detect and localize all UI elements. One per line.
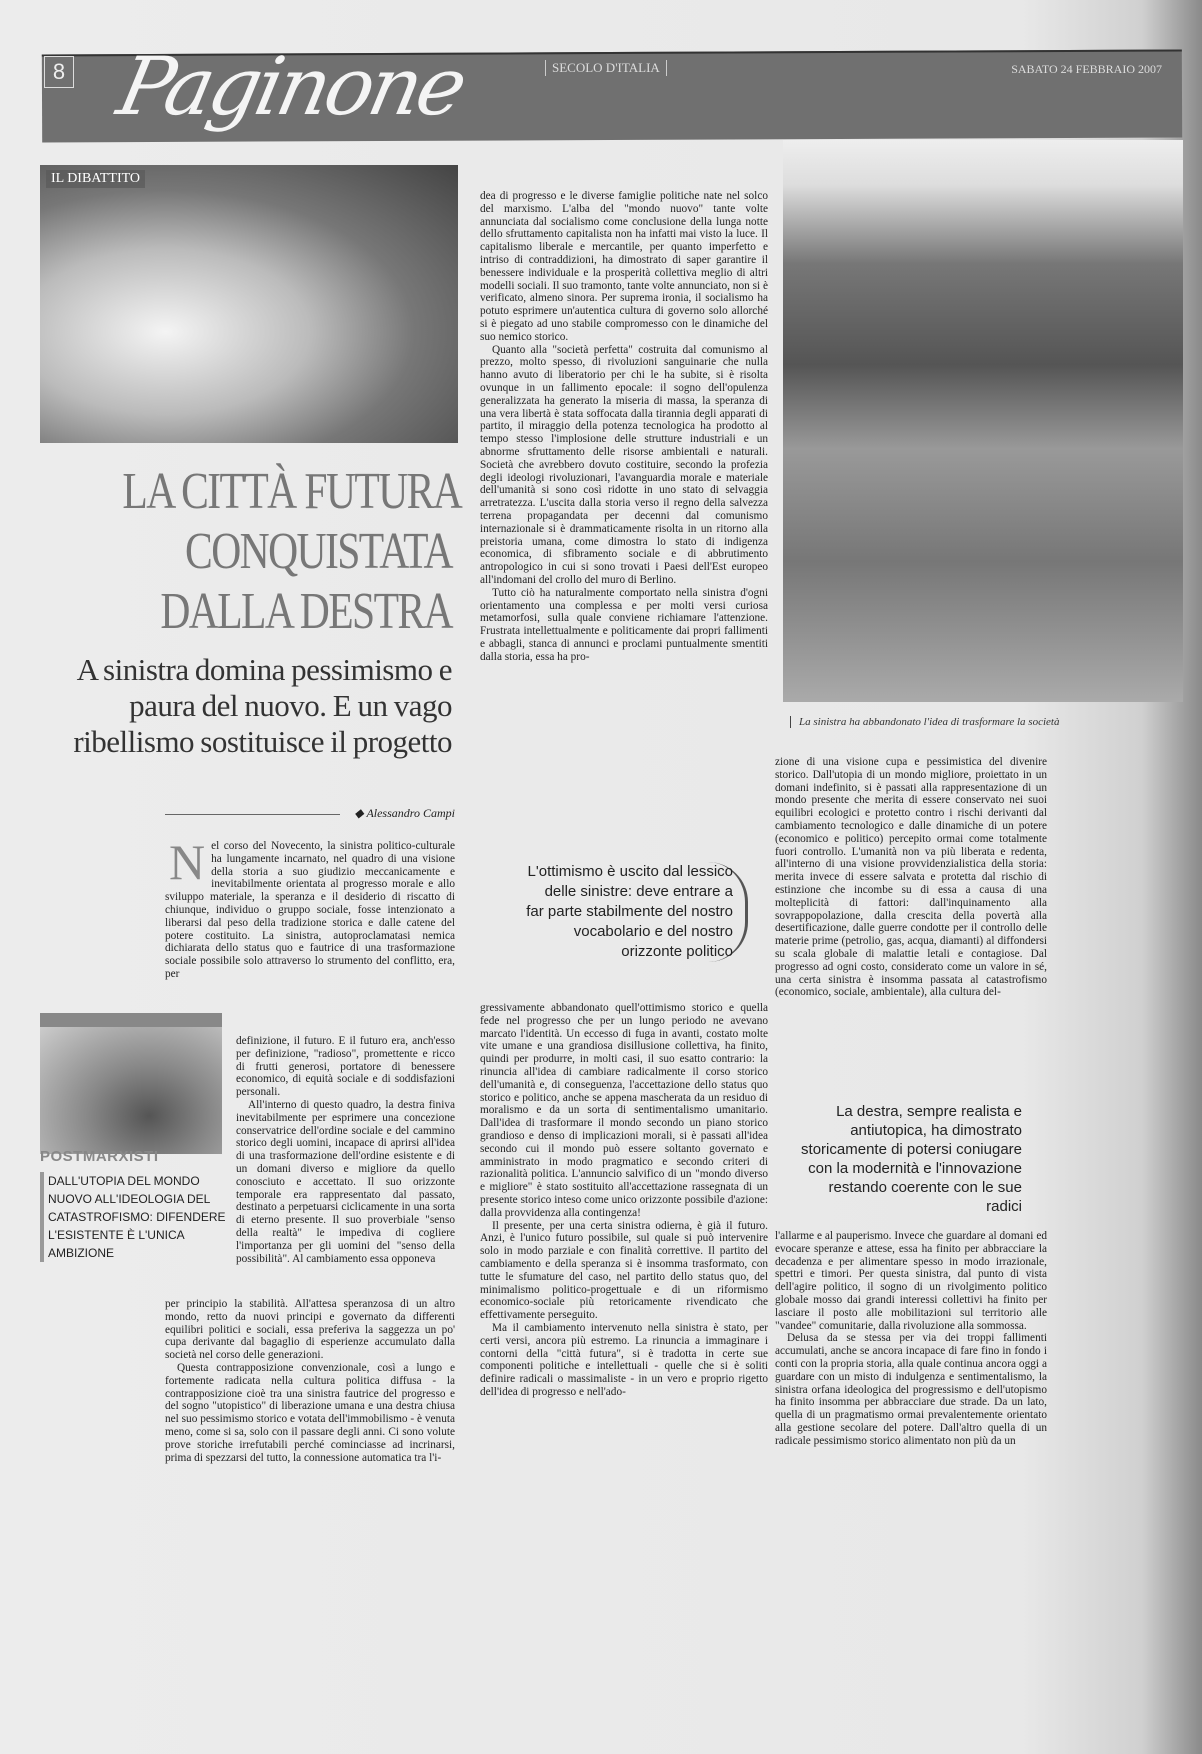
newspaper-name: SECOLO D'ITALIA [545,60,667,76]
pull-quote: L'ottimismo è uscito dal lessico delle sinistre: deve entrare a far parte stabilmente del nostro vocabolario e del nostro orizzonte politico [525,862,748,962]
paragraph: Delusa da se stessa per via dei troppi fallimenti accumulati, anche se ancora incapace di fare fino in fondo i conti con la propria storia, alla quale continua ancora oggi a guardare con un misto di indulgenza e sentimentalismo, la sinistra orfana ideologica del progressismo e dell'utopismo ha finito insomma per abbracciare due strade. Da un lato, quella di un pragmatismo ormai prevalentemente orientato alla gestione secolare del potere. Dall'altro quella di un radicale pessimismo storico alimentato non più da un [775,1332,1047,1447]
column-3-bottom [775,1230,1047,1540]
column-1-middle [236,1035,455,1291]
paragraph: Il presente, per una certa sinistra odierna, è già il futuro. Anzi, è l'unico futuro possibile, sul quale si può intervenire solo in modo parziale e con finalità correttive. Il partito del cambiamento e della speranza si è insomma trasformato, con tutte le sfumature del caso, nel partito dello status quo, del minimalismo politico-progettuale e di un riformismo economico-sociale più retoricamente rivendicato che effettivamente perseguito. [480,1219,768,1322]
headline [40,462,462,642]
paragraph: definizione, il futuro. E il futuro era, anch'esso per definizione, "radioso", promettente e ricco di frutti generosi, portatore di benessere economico, di equità sociale e di soddisfazioni personali. [236,1035,455,1099]
paragraph: el corso del Novecento, la sinistra politico-culturale ha lungamente incarnato, nel quadro di una visione della storia a suo giudizio meccanicamente e inevitabilmente orientata al progresso morale e allo sviluppo materiale, la speranza e il desiderio di riscatto di chiunque, individuo o gruppo sociale, fosse intenzionato a liberarsi dal peso della tradizione storica e dalle catene del potere costituito. La sinistra, autoproclamatasi nemica dichiarata dello status quo e fautrice di una trasformazione sociale possibile solo attraverso lo strumento del conflitto, era, per [165,840,455,980]
paragraph: Quanto alla "società perfetta" costruita dal comunismo al prezzo, molto spesso, di rivoluzioni sanguinarie che nulla hanno avuto di liberatorio per chi le ha subite, si è risolta ovunque in un fallimento epocale: il sogno dell'opulenza generalizzata ha generato la miseria di massa, la speranza di una vera libertà è stata soffocata dalla tirannia degli apparati di partito, il miraggio della potenza tecnologica ha prodotto al tempo stesso l'implosione delle strutture industriali e un abnorme sfruttamento delle risorse ambientali e naturali. Società che avrebbero dovuto costituire, secondo la profezia degli ideologi rivoluzionari, l'avanguardia morale e materiale dell'umanità si sono così ridotte in uno stato di selvaggia arretratezza. L'uscita dalla storia verso il regno della salvezza terrena propagandata per decenni dal comunismo internazionale si è drammaticamente risolta in un ritorno alla preistoria umana, come dimostra lo stato di indigenza economica, di sfibramento sociale e di abbrutimento antropologico in cui si sono trovati i Paesi dell'Est europeo all'indomani del crollo del muro di Berlino. [480,343,768,586]
paragraph: Ma il cambiamento intervenuto nella sinistra è stato, per certi versi, ancora più estremo. La rinuncia a immaginare i contorni della "città futura", si è tradotta in certe sue componenti politiche e intellettuali - quelle che si è soliti definire radicali o massimaliste - in un vero e proprio rigetto dell'idea di progresso e nell'ado- [480,1321,768,1398]
column-2-bottom [480,1002,768,1540]
author-name: Alessandro Campi [366,806,455,820]
page-number: 8 [44,56,74,88]
sidebar-photo [40,1013,222,1154]
issue-date: SABATO 24 FEBBRAIO 2007 [1011,62,1162,76]
section-tag: IL DIBATTITO [46,170,145,188]
sidebar-title: POSTMARXISTI [40,1148,159,1165]
column-1-bottom [165,1298,455,1540]
article-photo [40,165,458,443]
headline-line: LA CITTÀ FUTURA [122,463,462,520]
city-photo [783,140,1183,702]
drop-cap: N [169,840,206,890]
subheadline: A sinistra domina pessimismo e paura del nuovo. E un vago ribellismo sostituisce il progetto [73,652,452,759]
paragraph: per principio la stabilità. All'attesa speranzosa di un altro mondo, retto da nuovi principi e governato da differenti equilibri politici e sociali, essa preferiva la saggezza un po' cupa derivante dal bagaglio di esperienze accumulato dalla società nel corso delle generazioni. [165,1298,455,1362]
paragraph: l'allarme e al pauperismo. Invece che guardare al domani ed evocare speranze e attese, essa ha finito per abbracciare la decadenza e per alimentare spesso in modo irrazionale, spettri e timori. Per questa sinistra, dal punto di vista dell'agire politico, il sogno di un rivolgimento politico globale mosso dai grandi interessi collettivi ha finito per lasciare il posto alle mobilitazioni sul territorio alle "vandee" comunitarie, dalla rivoluzione alla sommossa. [775,1230,1047,1332]
headline-line: CONQUISTATA [185,523,452,580]
paragraph: Tutto ciò ha naturalmente comportato nella sinistra d'ogni orientamento una complessa e per molti versi curiosa metamorfosi, sulla quale conviene richiamare l'attenzione. Frustrata intellettualmente e politicamente dai propri fallimenti e abbagli, stanca di annunci e proclami puntualmente smentiti dalla storia, essa ha pro- [480,586,768,663]
pull-quote: La destra, sempre realista e antiutopica, ha dimostrato storicamente di potersi coniugare con la modernità e l'innovazione restando coerente con le sue radici [801,1103,1022,1215]
column-1-top [165,840,455,1033]
column-2-top [480,190,768,836]
photo-caption: La sinistra ha abbandonato l'idea di trasformare la società [790,716,1059,728]
paragraph: gressivamente abbandonato quell'ottimismo storico e quella fede nel progresso che per un lungo periodo ne avevano marcato l'identità. Un eccesso di fuga in avanti, costato molte vite umane e una grandiosa disillusione collettiva, ha finito, quindi per produrre, in molti casi, il suo esatto contrario: la rinuncia all'idea di cambiare radicalmente il corso storico dell'umanità e, di conseguenza, l'accettazione dello status quo storico e politico, anche se appena mascherata da un residuo di moralismo e da un sorta di sentimentalismo umanitario. Dall'idea di trasformare il mondo secondo un piano storico grandioso e denso di implicazioni morali, si è passati all'idea secondo cui il mondo può essere soltanto governato e amministrato in modo pragmatico e secondo criteri di razionalità politica. L'annuncio salvifico di un "mondo diverso e migliore" è stato sostituito all'accettazione rassegnata di un presente storico inteso come unico orizzonte possibile d'azione: dalla provvidenza alla contingenza! [480,1002,768,1219]
paragraph: zione di una visione cupa e pessimistica del divenire storico. Dall'utopia di un mondo migliore, proiettato in un domani indefinito, si è passati alla rappresentazione di un mondo presente che merita di essere conservato nei suoi equilibri ecologici e protetto contro i rischi derivanti dal cambiamento tecnologico e dalle dinamiche di un potere (economico e politico) percepito ormai come totalmente fuori controllo. L'umanità non va più liberata e redenta, all'interno di una visione provvidenzialistica della storia: merita invece di essere salvata e protetta dal rischio di estinzione che incombe su di essa a causa di una molteplicità di fattori: dall'inquinamento alla sovrappopolazione, dalla crescita della povertà alla desertificazione, dalle guerre condotte per il controllo delle materie prime (petrolio, gas, acqua, diamanti) al diffondersi su scala globale di malattie letali e contagiose. Dal progresso ad ogni costo, considerato come un valore in sé, una certa sinistra è insomma passata al catastrofismo (economico, sociale, ambientale), alla cultura del- [775,756,1047,999]
paragraph: Questa contrapposizione convenzionale, così a lungo e fortemente radicata nella cultura politica diffusa - la contrapposizione cioè tra una sinistra fautrice del progresso e del sogno "utopistico" di liberazione umana e una destra chiusa nel suo pessimismo storico e votata dell'immobilismo - è venuta meno, come si sa, solo con il passare degli anni. Ci sono volute prove storiche irrefutabili perché cominciasse ad incrinarsi, prima di spezzarsi del tutto, la connessione automatica tra l'i- [165,1361,455,1464]
headline-line: DALLA DESTRA [160,583,453,640]
paragraph: All'interno di questo quadro, la destra finiva inevitabilmente per esprimere una concezione conservatrice dell'ordine sociale e del cammino storico degli uomini, incapace di aprirsi all'idea di una trasformazione dell'ordine esistente e di un domani diverso e migliore da quello conosciuto e accettato. Il suo orizzonte temporale era rappresentato dal passato, destinato a perpetuarsi ciclicamente in una sorta di eterno presente. Il suo proverbiale "senso della realtà" le impediva di cogliere l'importanza per gli uomini del "senso della possibilità". Al cambiamento essa opponeva [236,1098,455,1265]
sidebar-caption: DALL'UTOPIA DEL MONDO NUOVO ALL'IDEOLOGIA DEL CATASTROFISMO: DIFENDERE L'ESISTENTE È L'UNICA AMBIZIONE [40,1172,226,1262]
section-logo: Paginone [110,40,472,133]
paragraph: dea di progresso e le diverse famiglie politiche nate nel solco del marxismo. L'alba del "mondo nuovo" tante volte annunciata dal socialismo come conclusione della lunga notte dello sfruttamento capitalista non ha infatti mai visto la luce. Il capitalismo liberale e mercantile, per quanto imperfetto e intriso di contraddizioni, ha dimostrato di saper garantire il benessere individuale e la prosperità collettiva meglio di altri modelli sociali. Il suo tramonto, tante volte annunciato, non si è verificato, almeno sinora. Per suprema ironia, il socialismo ha potuto esprimere un'autentica cultura di governo solo allorché si è piegato ad uno stabile compromesso con le dinamiche del suo nemico storico. [480,190,768,343]
column-3-top [775,756,1047,1063]
byline: ◆ Alessandro Campi [165,806,455,821]
